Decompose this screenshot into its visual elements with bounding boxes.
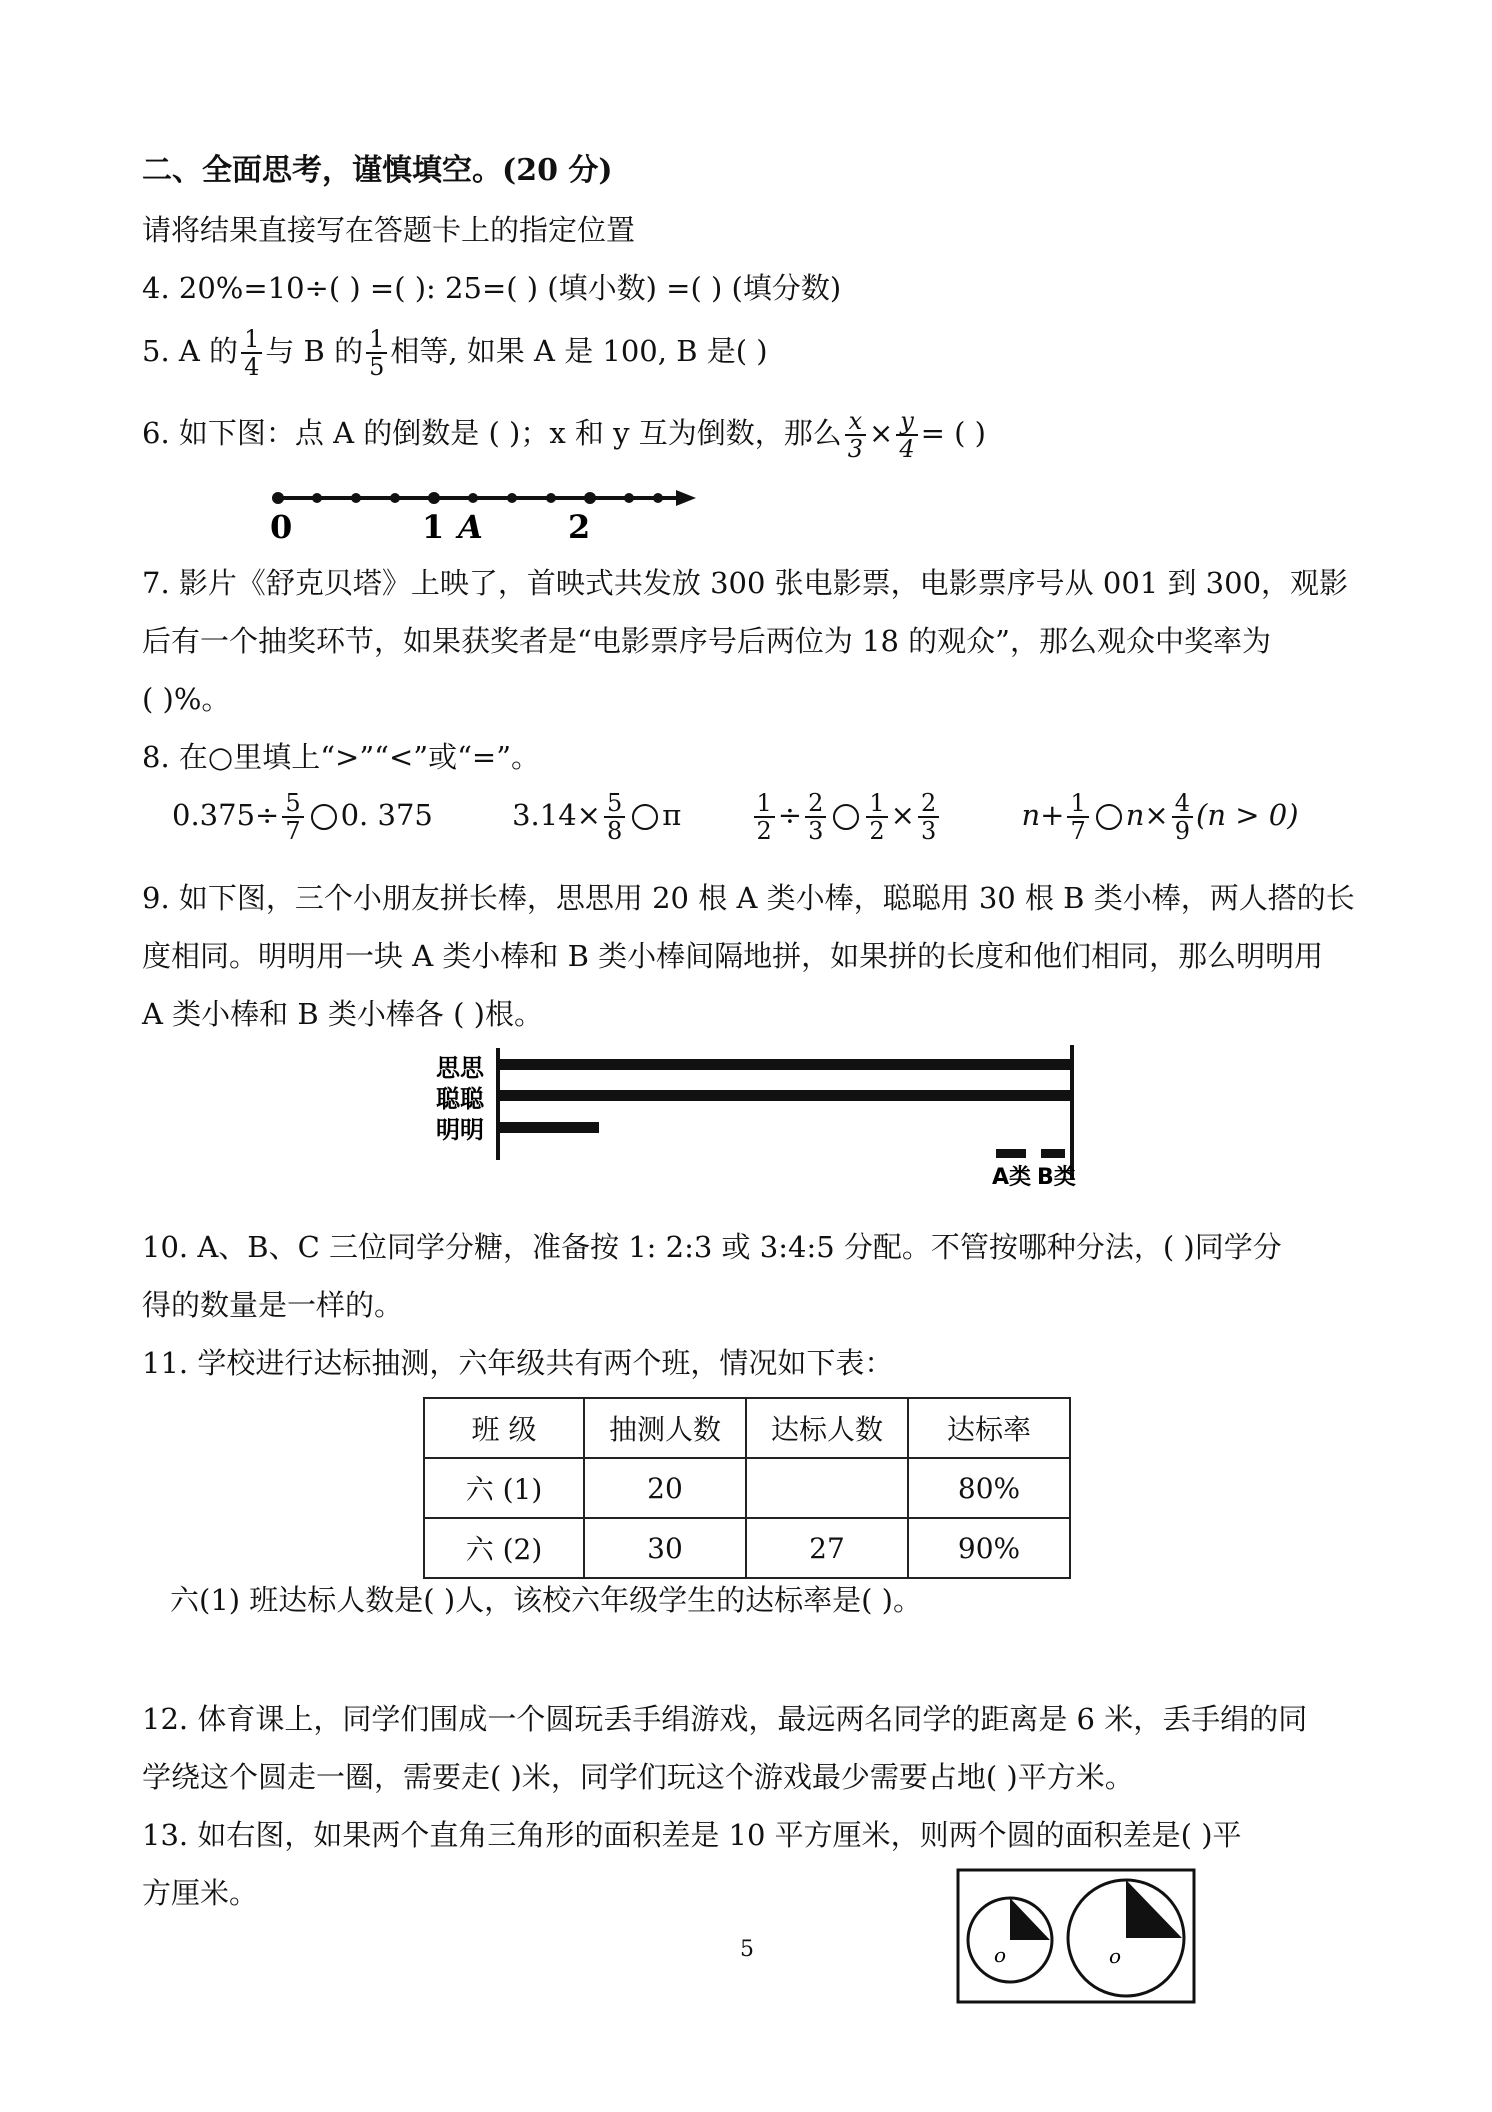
small-circle-center-label: o bbox=[994, 1943, 1007, 1967]
table-cell: 80% bbox=[908, 1458, 1070, 1518]
question-7-line-1: 7. 影片《舒克贝塔》上映了，首映式共发放 300 张电影票，电影票序号从 001 到 300，观影 bbox=[142, 566, 1349, 600]
question-6 bbox=[142, 408, 986, 462]
compare-circle-icon bbox=[311, 804, 337, 830]
question-9-line-2: 度相同。明明用一块 A 类小棒和 B 类小棒间隔地拼，如果拼的长度和他们相同，那么明明用 bbox=[142, 939, 1324, 973]
question-10-line-2: 得的数量是一样的。 bbox=[142, 1288, 404, 1322]
q8-expr-1: 0.375÷ $\frac{5}{7}$ 0. 375 bbox=[172, 789, 433, 845]
question-10-line-1: 10. A、B、C 三位同学分糖，准备按 1: 2:3 或 3:4:5 分配。不管按哪种分法，( )同学分 bbox=[142, 1230, 1282, 1264]
q6-suffix: = ( ) bbox=[920, 416, 986, 450]
table-header: 抽测人数 bbox=[584, 1398, 746, 1458]
q8-expr-3: $\frac{1}{2}$ ÷ $\frac{2}{3}$ $\frac{1}{2}$ × $\frac{2}{3}$ bbox=[751, 798, 952, 832]
question-5 bbox=[142, 326, 768, 380]
stick-mingming bbox=[498, 1122, 599, 1133]
page-number: 5 bbox=[740, 1937, 754, 1962]
q6-prefix: 6. 如下图：点 A 的倒数是 ( )；x 和 y 互为倒数，那么 bbox=[142, 416, 842, 450]
table-header: 达标人数 bbox=[746, 1398, 908, 1458]
large-circle-center-label: o bbox=[1109, 1944, 1122, 1968]
stick-diagram bbox=[430, 1040, 1090, 1190]
question-9-line-1: 9. 如下图，三个小朋友拼长棒，思思用 20 根 A 类小棒，聪聪用 30 根 B 类小棒，两人搭的长 bbox=[142, 881, 1355, 915]
table-header: 班 级 bbox=[424, 1398, 584, 1458]
number-line-arrow-icon bbox=[676, 490, 696, 506]
legend-b-label: B类 bbox=[1037, 1165, 1076, 1190]
q6-fraction-y: $\frac{y}{4}$ bbox=[896, 408, 917, 462]
compare-circle-icon bbox=[833, 804, 859, 830]
question-9-line-3: A 类小棒和 B 类小棒各 ( )根。 bbox=[142, 997, 543, 1031]
table-header-row bbox=[424, 1398, 1070, 1458]
legend-a-stick bbox=[996, 1149, 1026, 1158]
section-instruction: 请将结果直接写在答题卡上的指定位置 bbox=[142, 213, 636, 247]
q8-expr-2: 3.14× $\frac{5}{8}$ π bbox=[512, 789, 682, 845]
circles-diagram bbox=[956, 1868, 1196, 2004]
compare-circle-icon bbox=[632, 804, 658, 830]
score-table bbox=[423, 1397, 1071, 1579]
q5-mid: 与 B 的 bbox=[265, 334, 364, 368]
legend-b-stick bbox=[1041, 1149, 1065, 1158]
table-row bbox=[424, 1518, 1070, 1578]
table-cell: 六 (2) bbox=[424, 1518, 584, 1578]
question-4: 4. 20%=10÷( ) =( ): 25=( ) (填小数) =( ) (填分数) bbox=[142, 271, 842, 305]
question-13-line-1: 13. 如右图，如果两个直角三角形的面积差是 10 平方厘米，则两个圆的面积差是( )平 bbox=[142, 1818, 1242, 1852]
table-cell: 20 bbox=[584, 1458, 746, 1518]
q5-suffix: 相等, 如果 A 是 100, B 是( ) bbox=[390, 334, 768, 368]
question-7-line-3: ( )%。 bbox=[142, 682, 231, 716]
stick-congcong bbox=[498, 1090, 1072, 1101]
question-8: 8. 在○里填上“>”“<”或“=”。 bbox=[142, 740, 541, 774]
label-sisi: 思思 bbox=[436, 1054, 484, 1082]
table-row bbox=[424, 1458, 1070, 1518]
table-header: 达标率 bbox=[908, 1398, 1070, 1458]
table-cell: 90% bbox=[908, 1518, 1070, 1578]
label-congcong: 聪聪 bbox=[436, 1085, 484, 1113]
question-7-line-2: 后有一个抽奖环节，如果获奖者是“电影票序号后两位为 18 的观众”，那么观众中奖率为 bbox=[142, 624, 1271, 658]
q8-expr-4: n+ $\frac{1}{7}$ n× $\frac{4}{9}$ (n > 0) bbox=[1021, 789, 1299, 845]
legend-a-label: A类 bbox=[992, 1165, 1032, 1190]
question-12-line-2: 学绕这个圆走一圈，需要走( )米，同学们玩这个游戏最少需要占地( )平方米。 bbox=[142, 1760, 1134, 1794]
number-line-diagram bbox=[260, 478, 720, 548]
section-title: 二、全面思考，谨慎填空。(20 分) bbox=[142, 153, 613, 188]
q6-times: × bbox=[869, 416, 894, 450]
q8-expressions bbox=[142, 790, 1299, 844]
compare-circle-icon bbox=[1096, 804, 1122, 830]
q5-prefix: 5. A 的 bbox=[142, 334, 239, 368]
question-11: 11. 学校进行达标抽测，六年级共有两个班，情况如下表： bbox=[142, 1346, 894, 1380]
axis-label-a: A bbox=[458, 508, 483, 546]
table-cell: 六 (1) bbox=[424, 1458, 584, 1518]
q5-fraction-2: $\frac{1}{5}$ bbox=[366, 326, 387, 380]
table-cell: 27 bbox=[746, 1518, 908, 1578]
stick-sisi bbox=[498, 1059, 1072, 1070]
axis-label-2: 2 bbox=[568, 508, 591, 546]
question-12-line-1: 12. 体育课上，同学们围成一个圆玩丢手绢游戏，最远两名同学的距离是 6 米，丢手绢的同 bbox=[142, 1702, 1308, 1736]
axis-label-0: 0 bbox=[270, 508, 293, 546]
q5-fraction-1: $\frac{1}{4}$ bbox=[241, 326, 262, 380]
table-cell: 30 bbox=[584, 1518, 746, 1578]
question-13-line-2: 方厘米。 bbox=[142, 1876, 259, 1910]
q6-fraction-x: $\frac{x}{3}$ bbox=[845, 408, 866, 462]
question-11-after: 六(1) 班达标人数是( )人，该校六年级学生的达标率是( )。 bbox=[170, 1583, 922, 1617]
table-cell bbox=[746, 1458, 908, 1518]
axis-label-1: 1 bbox=[422, 508, 445, 546]
label-mingming: 明明 bbox=[436, 1116, 484, 1144]
